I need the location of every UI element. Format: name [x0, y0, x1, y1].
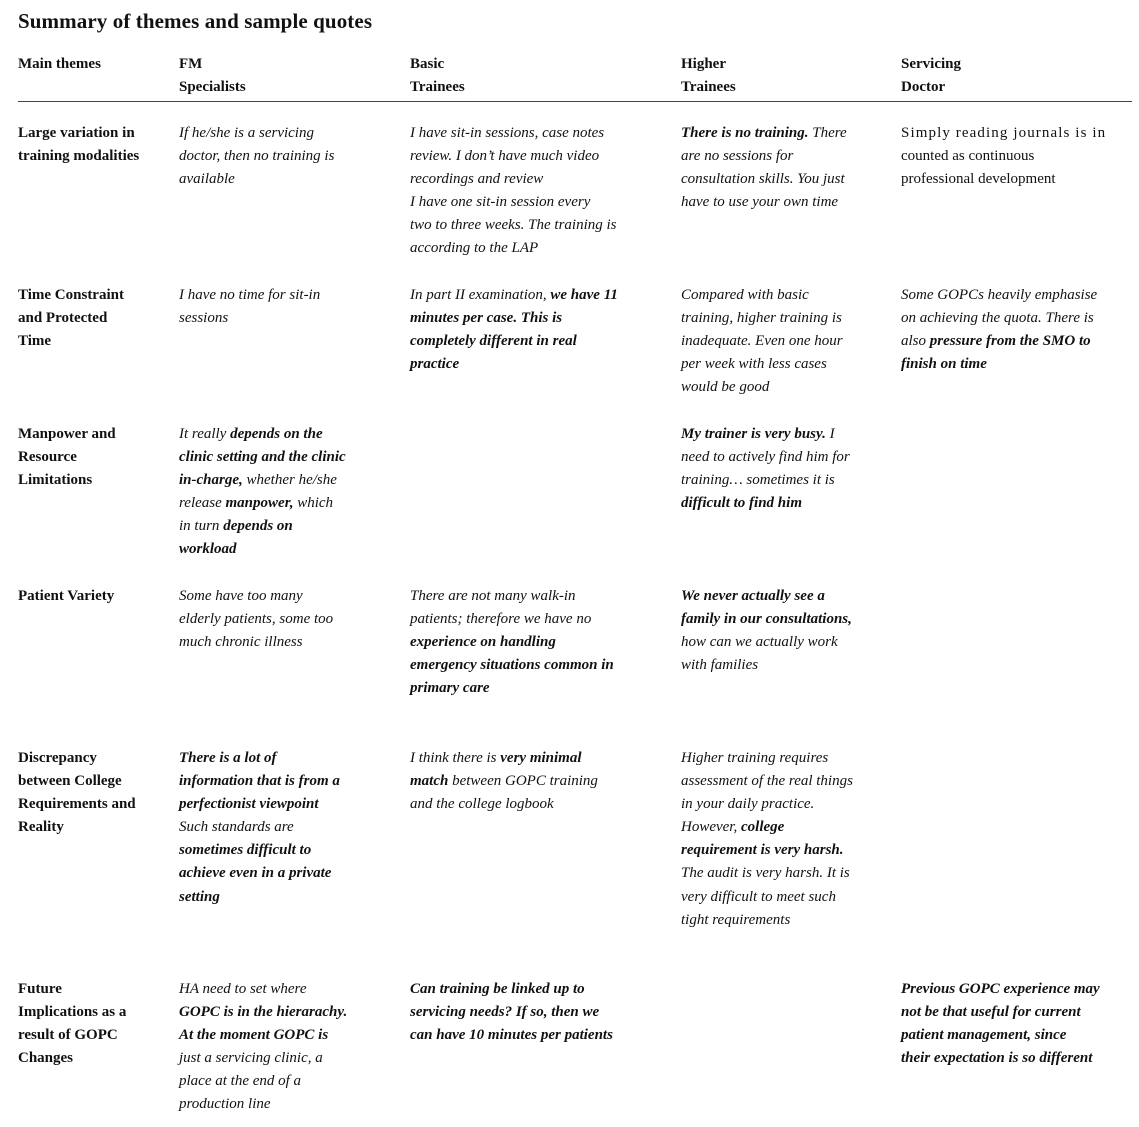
header-main-themes — [18, 53, 101, 76]
row-theme: Discrepancy between College Requirements and Reality — [18, 750, 136, 836]
quote-fm — [179, 423, 379, 562]
quote-higher — [681, 585, 886, 677]
header-fm-line2: Specialists — [179, 79, 246, 95]
quote-text: just a servicing clinic, a place at the end of a production line — [179, 1050, 323, 1113]
quote-fm — [179, 747, 379, 909]
quote-text: whether he/she release — [179, 472, 337, 512]
quote-fm: I have no time for sit-in sessions — [179, 287, 321, 327]
header-servicing-line2: Doctor — [901, 79, 946, 95]
header-basic-trainees — [410, 53, 465, 99]
quote-higher: Compared with basic training, higher training is inadequate. Even one hour per week with less cases would be good — [681, 287, 843, 396]
header-servicing-line1: Servicing — [901, 56, 961, 72]
quote-text: Simply reading journals is in — [901, 125, 1107, 141]
quote-emphasis: Previous GOPC experience may not be that useful for current patient management, since their expectation is so different — [901, 981, 1100, 1067]
quote-text: I think there is — [410, 750, 501, 766]
quote-emphasis: very minimal match — [410, 750, 582, 790]
quote-emphasis: college requirement is very harsh. — [681, 819, 844, 859]
quote-text: between GOPC training and the college logbook — [410, 773, 598, 813]
quote-emphasis: difficult to find him — [681, 495, 802, 512]
quote-emphasis: There is no training. — [681, 125, 809, 141]
quote-emphasis: Can training be linked up to servicing needs? If so, then we can have 10 minutes per patients — [410, 981, 613, 1044]
quote-text: Higher training requires assessment of the real things in your daily practice. However, — [681, 750, 853, 836]
table-title: Summary of themes and sample quotes — [18, 9, 373, 33]
quote-text: HA need to set where — [179, 981, 307, 997]
row-theme: Future Implications as a result of GOPC Changes — [18, 981, 127, 1067]
quote-emphasis: experience on handling emergency situations common in primary care — [410, 634, 614, 697]
quote-higher — [681, 122, 886, 214]
quote-emphasis: GOPC is in the hierarachy. At the moment GOPC is — [179, 1004, 348, 1044]
header-fm-specialists — [179, 53, 246, 99]
quote-basic — [410, 978, 660, 1047]
quote-emphasis: manpower, — [225, 495, 294, 512]
quote-text: There are not many walk-in patients; therefore we have no — [410, 588, 592, 628]
quote-text: Such standards are — [179, 819, 294, 836]
quote-basic: I have sit-in sessions, case notes review. I don’t have much video recordings and review I have one sit-in session every two to three weeks. The training is according to the LAP — [410, 125, 617, 257]
quote-servicing — [901, 284, 1137, 376]
row-theme: Patient Variety — [18, 588, 115, 604]
header-divider — [18, 101, 1132, 102]
quote-emphasis: There is a lot of information that is from a perfectionist viewpoint — [179, 750, 340, 813]
quote-servicing — [901, 978, 1137, 1070]
header-higher-trainees — [681, 53, 736, 99]
quote-text: I need to actively find him for training… sometimes it is — [681, 426, 850, 489]
header-higher-line1: Higher — [681, 56, 726, 72]
quote-emphasis: we have 11 minutes per case. This is completely different in real practice — [410, 287, 618, 373]
quote-emphasis: sometimes difficult to achieve even in a private setting — [179, 842, 332, 905]
row-theme: Time Constraint and Protected Time — [18, 287, 124, 350]
quote-basic — [410, 284, 660, 376]
header-basic-line1: Basic — [410, 56, 445, 72]
quote-emphasis: depends on the clinic setting and the clinic in-charge, — [179, 426, 346, 489]
header-basic-line2: Trainees — [410, 79, 465, 95]
quote-higher — [681, 747, 886, 932]
quote-text: The audit is very harsh. It is very difficult to meet such tight requirements — [681, 865, 850, 928]
quote-emphasis: We never actually see a family in our consultations, — [681, 588, 852, 628]
quote-fm — [179, 978, 379, 1117]
quote-higher — [681, 423, 886, 515]
quote-text: In part II examination, — [410, 287, 551, 303]
quote-text: Some GOPCs heavily emphasise on achieving the quota. There is also — [901, 287, 1098, 350]
quote-servicing — [901, 122, 1137, 191]
quote-text: which in turn — [179, 495, 334, 535]
quote-text: counted as continuous professional development — [901, 148, 1056, 188]
quote-fm: Some have too many elderly patients, some too much chronic illness — [179, 588, 334, 651]
header-higher-line2: Trainees — [681, 79, 736, 95]
quote-text: how can we actually work with families — [681, 634, 838, 674]
quote-basic — [410, 585, 660, 700]
quote-fm: If he/she is a servicing doctor, then no training is available — [179, 125, 335, 188]
row-theme: Manpower and Resource Limitations — [18, 426, 116, 489]
quote-text: There are no sessions for consultation skills. You just have to use your own time — [681, 125, 847, 211]
quote-text: It really — [179, 426, 231, 442]
quote-basic — [410, 747, 660, 816]
header-fm-line1: FM — [179, 56, 203, 72]
header-servicing-doctor — [901, 53, 961, 99]
header-main-themes-label: Main themes — [18, 56, 101, 72]
row-theme: Large variation in training modalities — [18, 125, 140, 165]
quote-emphasis: My trainer is very busy. — [681, 426, 826, 442]
quote-emphasis: depends on workload — [179, 518, 293, 558]
quote-emphasis: pressure from the SMO to finish on time — [901, 333, 1091, 373]
